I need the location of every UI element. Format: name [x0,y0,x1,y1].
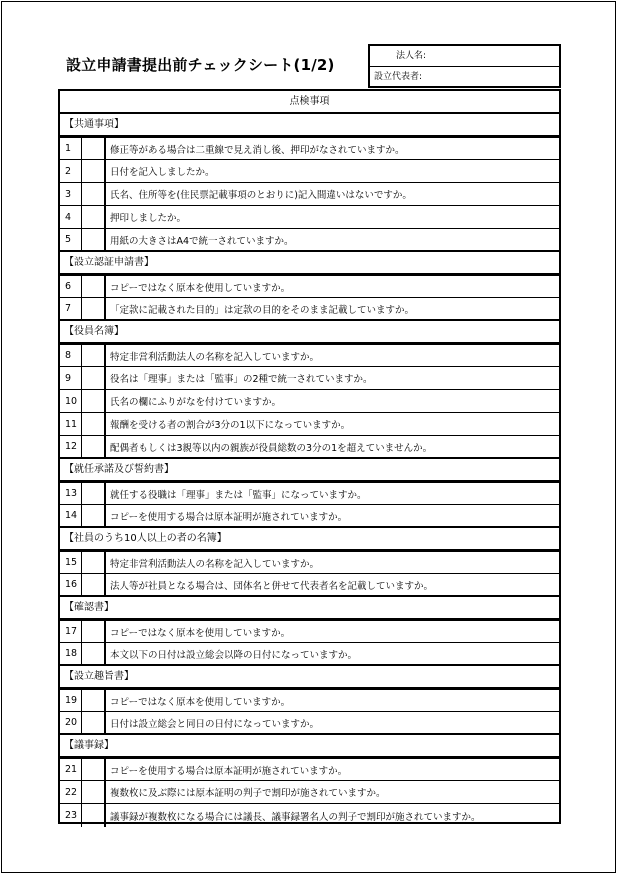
check-box[interactable] [82,712,106,733]
representative-field[interactable] [370,67,559,88]
checklist-row [60,688,559,712]
checklist-row [60,413,559,436]
check-box[interactable] [82,690,106,711]
applicant-info-box [368,44,561,88]
check-box[interactable] [82,298,106,319]
checklist-row [60,367,559,390]
checklist-row [60,574,559,597]
item-number: 22 [60,781,82,803]
section-heading: 【社員のうち10人以上の者の名簿】 [60,528,559,550]
checklist-row [60,804,559,827]
check-item-text: 氏名の欄にふりがなを付けていますか。 [110,397,282,408]
item-number: 17 [60,621,82,642]
checklist-row [60,343,559,367]
check-item-text: 配偶者もしくは3親等以内の親族が役員総数の3分の1を超えていませんか。 [110,442,433,454]
check-box[interactable] [82,781,106,803]
check-box[interactable] [82,505,106,526]
check-item-text: コピーを使用する場合は原本証明が施されていますか。 [110,511,348,523]
checklist-row [60,550,559,574]
check-item-text: コピーを使用する場合は原本証明が施されていますか。 [110,765,348,777]
checklist-row [60,298,559,321]
check-box[interactable] [82,276,106,297]
check-box[interactable] [82,643,106,664]
check-item-text: 氏名、住所等を(住民票記載事項のとおりに)記入間違いはないですか。 [110,190,412,201]
section-heading: 【共通事項】 [60,114,559,136]
section-heading: 【役員名簿】 [60,321,559,343]
check-item-text: 特定非営利活動法人の名称を記入していますか。 [110,558,320,570]
checklist-row [60,229,559,252]
corporation-name-label: 法人名: [396,51,427,61]
item-number: 20 [60,712,82,733]
item-number: 13 [60,483,82,504]
check-box[interactable] [82,552,106,573]
check-item-text: コピーではなく原本を使用していますか。 [110,627,291,639]
corporation-name-field[interactable] [370,46,559,67]
check-box[interactable] [82,804,106,827]
item-number: 9 [60,367,82,389]
item-number: 5 [60,229,82,250]
checklist-row [60,436,559,459]
page-title: 設立申請書提出前チェックシート(1/2) [66,56,335,74]
item-number: 12 [60,436,82,457]
check-item-text: 本文以下の日付は設立総会以降の日付になっていますか。 [110,649,358,661]
checklist-row [60,757,559,781]
check-item-text: コピーではなく原本を使用していますか。 [110,696,291,708]
item-number: 19 [60,690,82,711]
representative-label: 設立代表者: [374,72,423,82]
check-item-text: 特定非営利活動法人の名称を記入していますか。 [110,351,320,363]
checklist-row [60,481,559,505]
item-number: 18 [60,643,82,664]
check-box[interactable] [82,413,106,435]
checklist-row [60,160,559,183]
item-number: 15 [60,552,82,573]
item-number: 16 [60,574,82,595]
checklist-row [60,206,559,229]
check-item-text: 用紙の大きさはA4で統一されていますか。 [110,235,294,247]
check-box[interactable] [82,206,106,228]
checklist-row [60,183,559,206]
checklist-row [60,505,559,528]
check-box[interactable] [82,183,106,205]
checklist-table [58,89,561,824]
check-item-text: 日付を記入しましたか。 [110,167,215,178]
check-item-text: 法人等が社員となる場合は、団体名と併せて代表者名を記載していますか。 [110,580,434,592]
check-item-text: 複数枚に及ぶ際には原本証明の判子で割印が施されていますか。 [110,788,386,799]
checklist-row [60,781,559,804]
check-item-text: 報酬を受ける者の割合が3分の1以下になっていますか。 [110,420,351,431]
table-header: 点検事項 [60,91,559,114]
section-heading: 【確認書】 [60,597,559,619]
check-box[interactable] [82,160,106,182]
check-box[interactable] [82,345,106,366]
check-box[interactable] [82,229,106,250]
item-number: 21 [60,759,82,780]
item-number: 2 [60,160,82,182]
item-number: 1 [60,138,82,159]
checklist-row [60,274,559,298]
item-number: 7 [60,298,82,319]
section-heading: 【設立認証申請書】 [60,252,559,274]
item-number: 11 [60,413,82,435]
checklist-row [60,390,559,413]
check-box[interactable] [82,574,106,595]
item-number: 4 [60,206,82,228]
item-number: 10 [60,390,82,412]
check-item-text: 「定款に記載された目的」は定款の目的をそのまま記載していますか。 [110,304,415,316]
checklist-row [60,136,559,160]
checklist-row [60,619,559,643]
item-number: 14 [60,505,82,526]
check-box[interactable] [82,436,106,457]
item-number: 3 [60,183,82,205]
check-box[interactable] [82,138,106,159]
check-box[interactable] [82,621,106,642]
checklist-row [60,712,559,735]
check-box[interactable] [82,390,106,412]
check-item-text: 議事録が複数枚になる場合には議長、議事録署名人の判子で割印が施されていますか。 [110,811,481,823]
check-item-text: コピーではなく原本を使用していますか。 [110,282,291,294]
check-box[interactable] [82,367,106,389]
section-heading: 【就任承諾及び誓約書】 [60,459,559,481]
check-item-text: 押印しましたか。 [110,213,187,224]
item-number: 6 [60,276,82,297]
check-item-text: 就任する役職は「理事」または「監事」になっていますか。 [110,489,367,501]
section-heading: 【設立趣旨書】 [60,666,559,688]
check-box[interactable] [82,759,106,780]
item-number: 8 [60,345,82,366]
checklist-row [60,643,559,666]
check-item-text: 修正等がある場合は二重線で見え消し後、押印がなされていますか。 [110,144,405,156]
item-number: 23 [60,804,82,827]
section-heading: 【議事録】 [60,735,559,757]
check-item-text: 役名は「理事」または「監事」の2種で統一されていますか。 [110,374,373,385]
check-item-text: 日付は設立総会と同日の日付になっていますか。 [110,718,320,730]
check-box[interactable] [82,483,106,504]
